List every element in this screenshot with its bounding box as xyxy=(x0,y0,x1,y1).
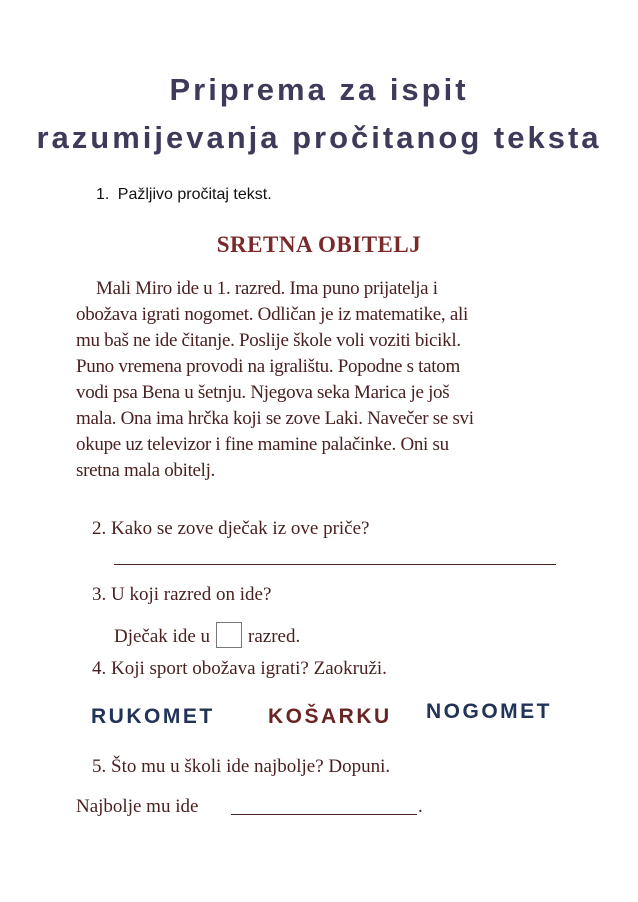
story-line: Mali Miro ide u 1. razred. Ima puno prijatelja i xyxy=(96,278,438,299)
answer-line-q5[interactable] xyxy=(231,814,417,815)
question-3 xyxy=(92,584,271,606)
option-kosarku[interactable]: KOŠARKU xyxy=(268,705,392,728)
instruction xyxy=(96,186,272,204)
story-line: mala. Ona ima hrčka koji se zove Laki. Navečer se svi xyxy=(76,408,474,429)
story-line: mu baš ne ide čitanje. Poslije škole voli voziti bicikl. xyxy=(76,330,461,351)
answer-line-q2[interactable] xyxy=(114,564,556,565)
question-2-number: 2. xyxy=(92,518,107,539)
story-line: obožava igrati nogomet. Odličan je iz matematike, ali xyxy=(76,304,468,325)
option-rukomet[interactable]: RUKOMET xyxy=(91,705,215,728)
question-5-answer xyxy=(76,796,198,818)
instruction-number: 1. xyxy=(96,186,110,203)
instruction-text: Pažljivo pročitaj tekst. xyxy=(117,186,272,203)
question-4-text: Koji sport obožava igrati? Zaokruži. xyxy=(111,658,387,679)
title-line-1: Priprema za ispit xyxy=(169,72,469,107)
story-line: Puno vremena provodi na igralištu. Popodne s tatom xyxy=(76,356,460,377)
story-line: vodi psa Bena u šetnju. Njegova seka Marica je još xyxy=(76,382,450,403)
question-3-answer xyxy=(114,622,300,648)
option-nogomet[interactable]: NOGOMET xyxy=(426,700,552,723)
grade-answer-box[interactable] xyxy=(216,622,242,648)
title-line-2: razumijevanja pročitanog teksta xyxy=(36,120,602,155)
question-3-text: U koji razred on ide? xyxy=(111,584,272,605)
story-line: okupe uz televizor i fine mamine palačinke. Oni su xyxy=(76,434,449,455)
question-2 xyxy=(92,518,369,540)
answer-prefix-q3: Dječak ide u xyxy=(114,626,211,647)
answer-suffix-q3: razred. xyxy=(248,626,301,647)
answer-prefix-q5: Najbolje mu ide xyxy=(76,796,199,817)
story-line: sretna mala obitelj. xyxy=(76,460,216,481)
question-4-number: 4. xyxy=(92,658,107,679)
question-5-number: 5. xyxy=(92,756,107,777)
story-text xyxy=(76,276,596,484)
question-2-text: Kako se zove dječak iz ove priče? xyxy=(111,518,370,539)
question-4 xyxy=(92,658,387,680)
question-3-number: 3. xyxy=(92,584,107,605)
question-5 xyxy=(92,756,390,778)
question-5-text: Što mu u školi ide najbolje? Dopuni. xyxy=(111,756,391,777)
story-title: SRETNA OBITELJ xyxy=(216,232,422,257)
answer-end-q5: . xyxy=(418,796,423,817)
